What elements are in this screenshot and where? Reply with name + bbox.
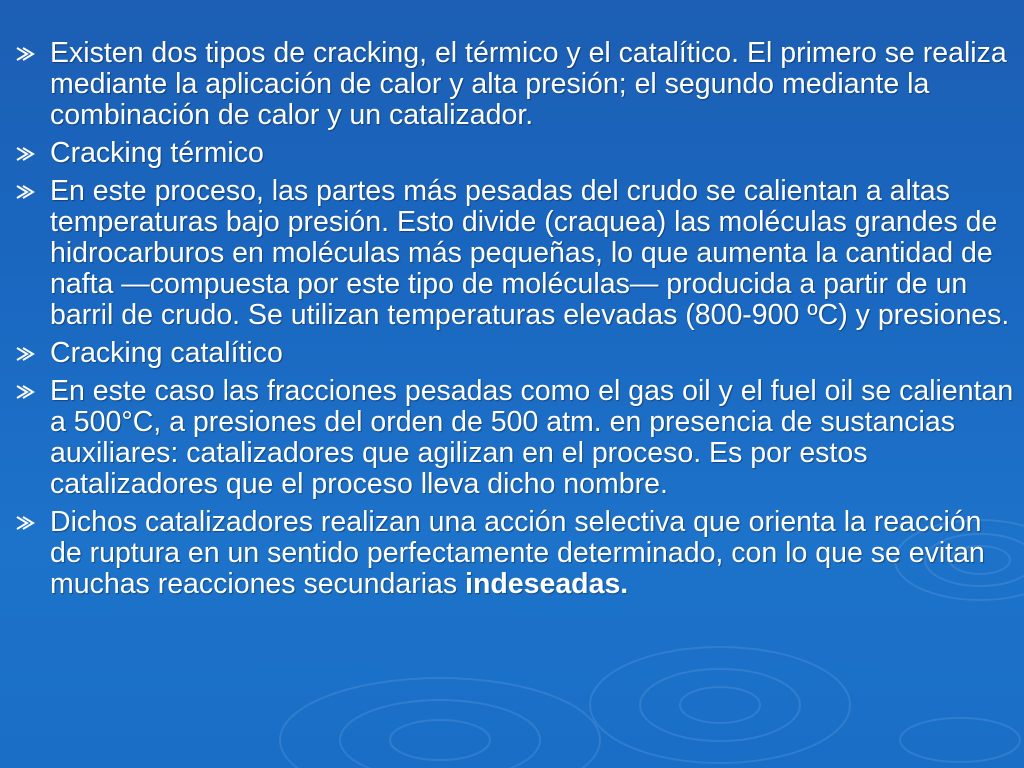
bullet-text: Dichos catalizadores realizan una acción selectiva que orienta la reacción de ruptura en un sentido perfectamente determinado, con lo que se evitan muchas reacciones secundarias (50, 506, 985, 600)
bullet-text: Cracking catalítico (50, 337, 283, 369)
bullet-text: En este caso las fracciones pesadas como el gas oil y el fuel oil se calientan a 500°C, a presiones del orden de 500 atm. en presencia de sustancias auxiliares: catalizadores que agilizan en el proceso. Es por estos catalizadores que el proceso lleva dicho nombre. (50, 375, 1014, 500)
bullet-item (10, 38, 1018, 131)
bullet-text: Cracking térmico (50, 137, 264, 169)
bullet-item (10, 376, 1018, 500)
bullet-item (10, 507, 1018, 600)
chevron-right-icon (15, 184, 35, 200)
chevron-right-icon (15, 46, 35, 62)
bullet-list (10, 38, 1018, 607)
bullet-text-emphasis: indeseadas. (465, 568, 629, 600)
chevron-right-icon (15, 384, 35, 400)
bullet-item (10, 338, 1018, 369)
bullet-text: En este proceso, las partes más pesadas del crudo se calientan a altas temperaturas bajo presión. Esto divide (craquea) las moléculas grandes de hidrocarburos en moléculas más pequeñas, lo que aumenta la cantidad de nafta —compuesta por este tipo de moléculas— producida a partir de un barril de crudo. Se utilizan temperaturas elevadas (800-900 ºC) y presiones. (50, 175, 1010, 331)
chevron-right-icon (15, 515, 35, 531)
chevron-right-icon (15, 346, 35, 362)
chevron-right-icon (15, 146, 35, 162)
bullet-item (10, 176, 1018, 331)
bullet-item (10, 138, 1018, 169)
bullet-text: Existen dos tipos de cracking, el térmico y el catalítico. El primero se realiza mediante la aplicación de calor y alta presión; el segundo mediante la combinación de calor y un catalizador. (50, 37, 1007, 131)
